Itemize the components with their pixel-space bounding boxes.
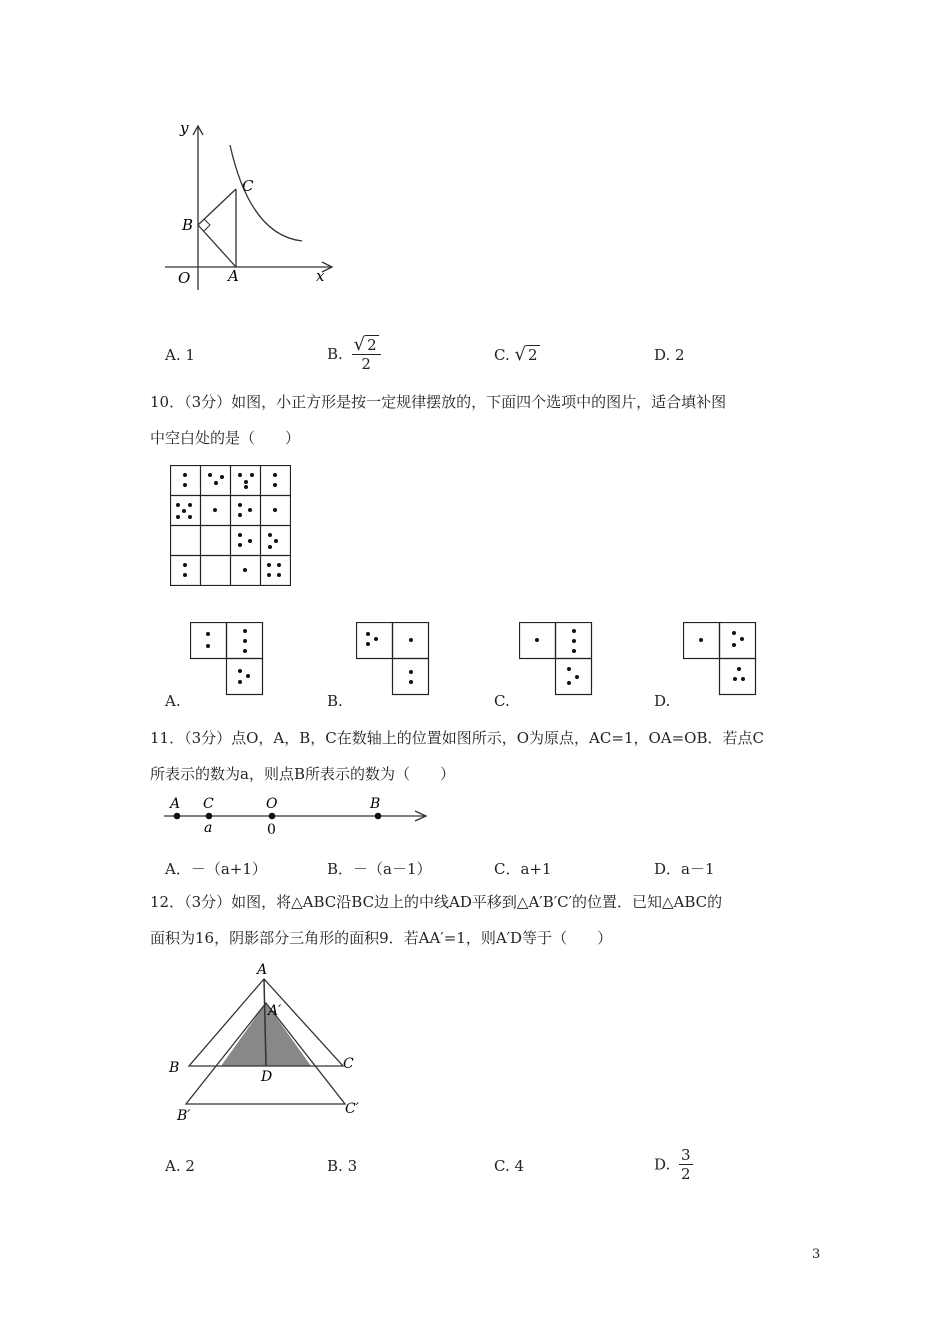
point-c-label: C	[242, 177, 254, 195]
triangle-label-b-prime: B′	[177, 1108, 191, 1124]
origin-label: O	[178, 269, 191, 287]
q9-figure	[160, 115, 340, 290]
q12-triangle-figure	[165, 960, 385, 1125]
number-line-point-a: A	[170, 796, 181, 812]
q11-option-a[interactable]: A．－（a+1）	[165, 860, 267, 878]
q10-option-b-figure[interactable]	[356, 622, 431, 697]
number-line-point-c: C	[203, 796, 214, 812]
q10-dot-grid	[170, 465, 291, 586]
q10-option-c-figure[interactable]	[519, 622, 594, 697]
q10-option-d[interactable]: D.	[654, 692, 671, 710]
q9-option-a[interactable]: A. 1	[165, 346, 195, 364]
point-a-label: A	[228, 267, 239, 285]
y-axis-label: y	[180, 119, 189, 137]
number-line-value-0: 0	[267, 822, 276, 838]
q12-text: 12．（3分）如图，将△ABC沿BC边上的中线AD平移到△A′B′C′的位置．已知△ABC的 面积为16，阴影部分三角形的面积9．若AA′=1，则A′D等于（ ）	[150, 893, 723, 947]
q11-option-b[interactable]: B．－（a－1）	[327, 860, 432, 878]
point-b-label: B	[182, 216, 194, 234]
number-line-point-o: O	[266, 796, 278, 812]
triangle-label-d: D	[261, 1069, 273, 1085]
q10-option-a-figure[interactable]	[190, 622, 265, 697]
q12-option-c[interactable]: C. 4	[494, 1157, 525, 1175]
q12-option-a[interactable]: A. 2	[165, 1157, 195, 1175]
q11-option-c[interactable]: C．a+1	[494, 860, 552, 878]
q12-option-d[interactable]: D. $\frac{3}{2}$	[654, 1146, 691, 1183]
fraction: $\frac{√ 2}{2}$	[352, 335, 381, 373]
q11-option-d[interactable]: D．a－1	[654, 860, 715, 878]
triangle-label-a-prime: A′	[268, 1003, 282, 1019]
fraction: $\frac{3}{2}$	[681, 1146, 691, 1183]
q10-option-a[interactable]: A.	[165, 692, 181, 710]
q9-option-b[interactable]: B. $\frac{√ 2}{2}$	[327, 335, 381, 373]
q12-option-b[interactable]: B. 3	[327, 1157, 358, 1175]
triangle-label-c-prime: C′	[345, 1101, 359, 1117]
triangle-label-b: B	[169, 1060, 180, 1076]
triangle-label-a: A	[257, 962, 268, 978]
q9-option-d[interactable]: D. 2	[654, 346, 685, 364]
q11-text: 11．（3分）点O，A，B，C在数轴上的位置如图所示，O为原点，AC=1，OA=OB．若点C 所表示的数为a，则点B所表示的数为（ ）	[150, 729, 764, 783]
q10-option-c[interactable]: C.	[494, 692, 510, 710]
q10-option-d-figure[interactable]	[683, 622, 758, 697]
x-axis-label: x	[316, 267, 325, 285]
triangle-label-c: C	[343, 1056, 354, 1072]
q10-text: 10．（3分）如图，小正方形是按一定规律摆放的，下面四个选项中的图片，适合填补图 中空白处的是（ ）	[150, 393, 727, 447]
q11-number-line	[160, 792, 440, 842]
q9-option-c[interactable]: C. √ 2	[494, 344, 538, 365]
number-line-value-a: a	[204, 820, 213, 836]
q10-option-b[interactable]: B.	[327, 692, 343, 710]
page-number: 3	[812, 1247, 821, 1262]
number-line-point-b: B	[370, 796, 381, 812]
